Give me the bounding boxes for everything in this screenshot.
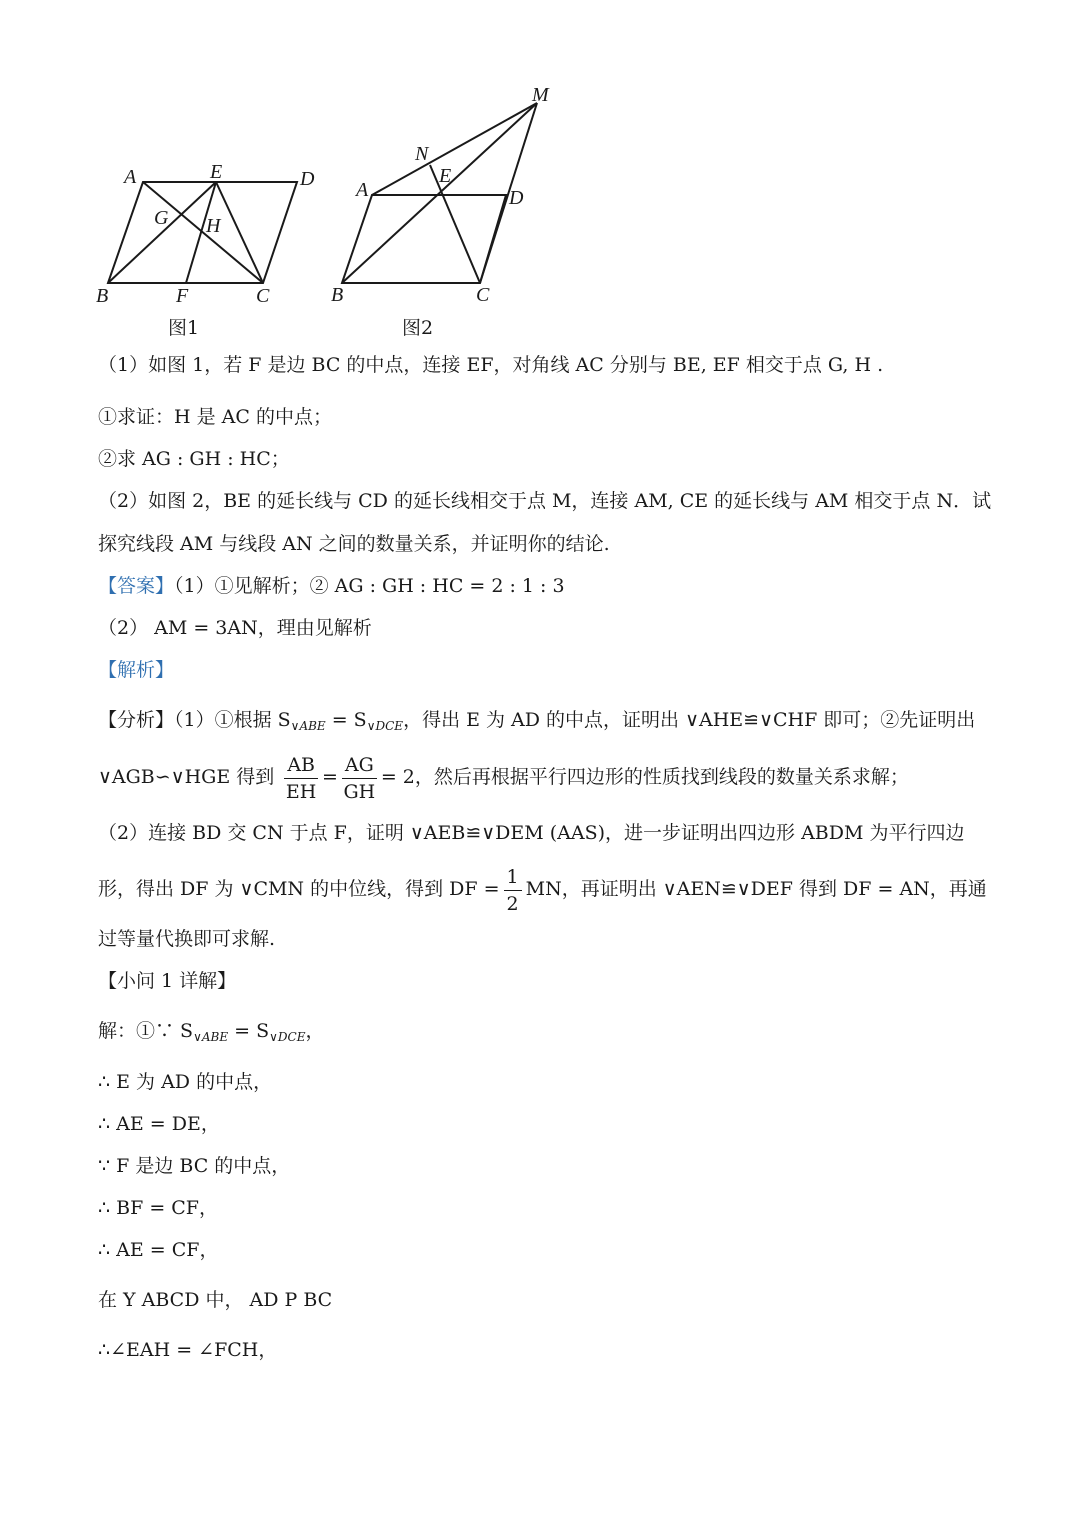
label-c-fig1: C — [256, 285, 270, 307]
detail-s1-b: = S — [228, 1020, 270, 1042]
answer-line-1 — [98, 573, 565, 599]
label-h-fig1: H — [206, 215, 221, 237]
fraction-ag-gh-numerator: AG — [342, 752, 377, 779]
answer-part1: （1）①见解析；② AG : GH : HC = 2 : 1 : 3 — [174, 575, 565, 597]
analysis-l1-c: ，得出 E 为 AD 的中点，证明出 ∨AHE≌∨CHF 即可；②先证明出 — [403, 709, 976, 731]
analysis-l2-eq: = — [322, 766, 338, 788]
analysis-tag: 【解析】 — [98, 659, 175, 681]
detail-s1-c: ， — [305, 1020, 325, 1042]
fraction-ab-eh — [284, 752, 318, 805]
label-n-fig2: N — [415, 143, 429, 165]
fraction-ag-gh — [342, 752, 377, 805]
analysis-line-4 — [98, 862, 987, 917]
fraction-ab-eh-numerator: AB — [284, 752, 318, 779]
detail-step-3: ∴ AE = DE， — [98, 1113, 220, 1135]
problem-line-1: （1）如图 1，若 F 是边 BC 的中点，连接 EF，对角线 AC 分别与 BE, EF 相交于点 G, H . — [98, 354, 884, 376]
analysis-l4-a: 形，得出 DF 为 ∨CMN 的中位线，得到 DF = — [98, 878, 500, 900]
analysis-l1-sub1: ∨ABE — [290, 719, 326, 733]
figure-2 — [342, 103, 537, 283]
problem-line-4: （2）如图 2，BE 的延长线与 CD 的延长线相交于点 M，连接 AM, CE 的延长线与 AM 相交于点 N．试 — [98, 490, 992, 512]
detail-s1-a: 解：①∵ S — [98, 1020, 194, 1042]
detail-tag: 【小问 1 详解】 — [98, 970, 237, 992]
detail-step-6: ∴ AE = CF， — [98, 1239, 219, 1261]
analysis-line-1 — [98, 707, 975, 739]
problem-line-3: ②求 AG : GH : HC； — [98, 448, 290, 470]
fraction-one-half-denominator: 2 — [506, 892, 519, 915]
label-d-fig1: D — [300, 168, 315, 190]
geometry-figures — [0, 0, 1080, 340]
analysis-line-3: （2）连接 BD 交 CN 于点 F，证明 ∨AEB≌∨DEM (AAS)，进一步证明出四边形 ABDM 为平行四边 — [98, 822, 965, 844]
fraction-ab-eh-denominator: EH — [285, 780, 317, 803]
detail-step-5: ∴ BF = CF， — [98, 1197, 218, 1219]
detail-step-4: ∵ F 是边 BC 的中点， — [98, 1155, 291, 1177]
analysis-l4-b: MN，再证明出 ∨AEN≌∨DEF 得到 DF = AN，再通 — [525, 878, 987, 900]
fraction-one-half-numerator: 1 — [504, 864, 522, 891]
detail-s1-sub1: ∨ABE — [193, 1030, 229, 1044]
fraction-ag-gh-denominator: GH — [343, 780, 376, 803]
label-b-fig2: B — [331, 284, 344, 306]
analysis-l2-a: ∨AGB∽∨HGE 得到 — [98, 766, 275, 788]
segment-ec-fig1 — [216, 182, 263, 283]
figure-1-caption: 图1 — [168, 317, 200, 339]
detail-step-1 — [98, 1018, 324, 1050]
analysis-line-5: 过等量代换即可求解. — [98, 928, 276, 950]
line-cn-fig2 — [430, 165, 480, 283]
problem-line-2: ①求证：H 是 AC 的中点； — [98, 406, 332, 428]
detail-step-2: ∴ E 为 AD 的中点， — [98, 1071, 273, 1093]
detail-step-8: ∴∠EAH = ∠FCH， — [98, 1339, 278, 1361]
answer-tag: 【答案】 — [98, 575, 175, 597]
answer-line-2: （2） AM = 3AN，理由见解析 — [98, 617, 372, 639]
label-m-fig2: M — [532, 84, 549, 106]
fraction-one-half — [504, 864, 522, 917]
figure-2-caption: 图2 — [402, 317, 434, 339]
label-b-fig1: B — [96, 285, 109, 307]
label-f-fig1: F — [176, 285, 189, 307]
analysis-l1-a: 【分析】（1）①根据 S — [98, 709, 291, 731]
figures — [0, 0, 1080, 340]
analysis-l2-b: = 2，然后再根据平行四边形的性质找到线段的数量关系求解； — [380, 766, 909, 788]
label-d-fig2: D — [509, 187, 524, 209]
label-e-fig1: E — [210, 161, 223, 183]
label-a-fig1: A — [124, 166, 137, 188]
problem-line-5: 探究线段 AM 与线段 AN 之间的数量关系，并证明你的结论. — [98, 533, 610, 555]
detail-s1-sub2: ∨DCE — [269, 1030, 306, 1044]
label-g-fig1: G — [154, 207, 169, 229]
figure-1 — [108, 182, 297, 283]
label-a-fig2: A — [356, 179, 369, 201]
analysis-line-2 — [98, 750, 909, 805]
label-e-fig2: E — [439, 165, 452, 187]
analysis-l1-sub2: ∨DCE — [366, 719, 404, 733]
analysis-l1-b: = S — [325, 709, 367, 731]
label-c-fig2: C — [476, 284, 490, 306]
detail-step-7: 在 Y ABCD 中， AD P BC — [98, 1289, 333, 1311]
